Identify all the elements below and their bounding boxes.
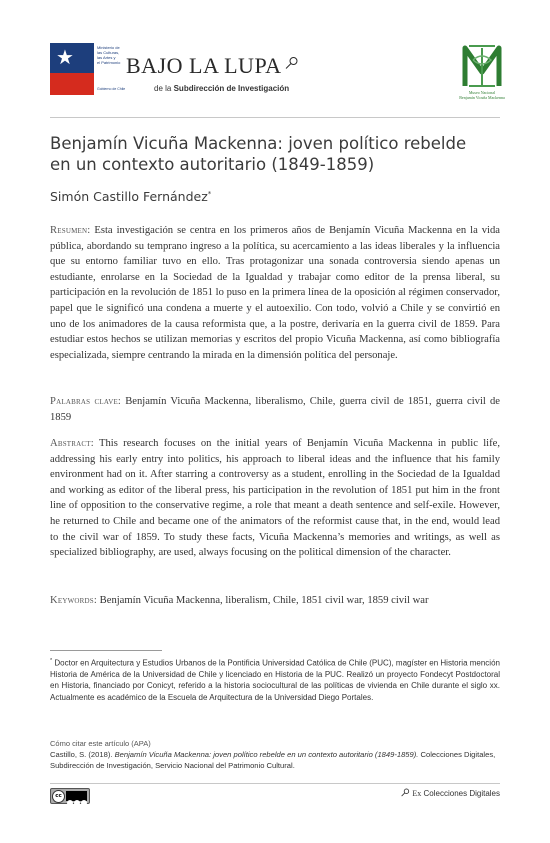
keywords-text: Benjamín Vicuña Mackenna, liberalism, Chile, 1851 civil war, 1859 civil war bbox=[99, 595, 429, 606]
cc-icon: cc bbox=[52, 790, 65, 803]
magnifier-small-icon bbox=[401, 789, 412, 798]
article-title: Benjamín Vicuña Mackenna: joven político rebelde en un contexto autoritario (1849-1859) bbox=[50, 134, 467, 174]
resumen-text: Esta investigación se centra en los primeros años de Benjamín Vicuña Mackenna en la vida pública, abordando su temprano ingreso a la política, su acercamiento a las ideas liberales y la influencia que su entorno familiar tuvo en ello. Tras protagonizar una sonada controversia siendo apenas un estudiante, enrolarse en la Sociedad de la Igualdad y trabajar como editor de la prensa liberal, su participación en la revolución de 1851 lo puso en la primera línea de la oposición al régimen conservador, papel que le significó una condena a muerte y el autoexilio. Con todo, volvió a Chile y se convirtió en uno de los animadores de la causa reformista que, a la postre, derivaría en la guerra civil de 1859. Para estudiar estos hechos se utilizan memorias y escritos del propio Vicuña Mackenna, así como bibliografía especializada, siempre centrando la mirada en la dimensión política del personaje. bbox=[50, 225, 500, 361]
star-icon: ★ bbox=[56, 45, 74, 69]
resumen-paragraph bbox=[50, 223, 500, 363]
citation-text: Castillo, S. (2018). Benjamín Vicuña Mackenna: joven político rebelde en un contexto autoritario (1849-1859). Colecciones Digitales, Subdirección de Investigación, Servicio Nacional del Patrimonio Cultural. bbox=[50, 750, 496, 770]
brand-subtitle: de la Subdirección de Investigación bbox=[154, 84, 290, 93]
monogram-icon bbox=[459, 42, 505, 90]
footnote-divider bbox=[50, 650, 162, 651]
museum-name: Museo Nacional Benjamín Vicuña Mackenna bbox=[459, 90, 505, 100]
palabras-clave-label: Palabras clave: bbox=[50, 396, 122, 407]
abstract-label: Abstract: bbox=[50, 438, 94, 449]
license-icons bbox=[66, 791, 87, 801]
footer-divider bbox=[50, 783, 500, 784]
author-name: Simón Castillo Fernández* bbox=[50, 189, 212, 204]
palabras-clave-text: Benjamín Vicuña Mackenna, liberalismo, Chile, guerra civil de 1851, guerra civil de 1859 bbox=[50, 396, 500, 423]
abstract-text: This research focuses on the initial years of Benjamín Vicuña Mackenna in public life, addressing his early entry into politics, his approach to liberal ideas and the influence that his family environment had on it. After starring a controversy as a student, enrolling in the Sociedad de la Igualdad and working as editor of the liberal press, his participation in the revolution of 1851 put him in the front line of opposition to the conservative regime, a role that meant a death sentence and self-exile. However, he returned to Chile and became one of the animators of the reformist cause that, in the end, would lead to the civil war of 1859. To study these facts, Vicuña Mackenna’s memories and writings, as well as specialized bibliography, are used, always focusing on the political dimension of the character. bbox=[50, 438, 500, 559]
creative-commons-badge[interactable] bbox=[50, 788, 90, 804]
gov-logo-subtitle: Gobierno de Chile bbox=[97, 87, 126, 91]
museum-logo bbox=[459, 42, 505, 102]
brand-title: BAJO LA LUPA bbox=[126, 53, 282, 78]
palabras-clave-paragraph bbox=[50, 394, 500, 425]
footer-collection: Ex Colecciones Digitales bbox=[392, 788, 500, 798]
abstract-paragraph bbox=[50, 436, 500, 561]
citation-heading: Cómo citar este artículo (APA) bbox=[50, 739, 151, 748]
header-divider bbox=[50, 117, 500, 118]
resumen-label: Resumen: bbox=[50, 225, 91, 236]
magnifier-icon bbox=[285, 55, 299, 74]
keywords-paragraph bbox=[50, 593, 500, 609]
ministry-name: Ministerio de las Culturas, las Artes y el Patrimonio bbox=[97, 45, 121, 65]
footnote: * Doctor en Arquitectura y Estudios Urbanos de la Pontificia Universidad Católica de Chile (PUC), magíster en Historia mención Historia de América de la Universidad de Chile y licenciado en Historia de la PUC. Realizó un proyecto Fondecyt Postdoctoral en Historia, financiado por Conicyt, referido a la historia sociocultural de las políticas de vivienda en Chile durante el siglo xx. Actualmente es académico de la Escuela de Arquitectura de la Universidad Diego Portales. bbox=[50, 658, 500, 702]
keywords-label: Keywords: bbox=[50, 595, 98, 606]
